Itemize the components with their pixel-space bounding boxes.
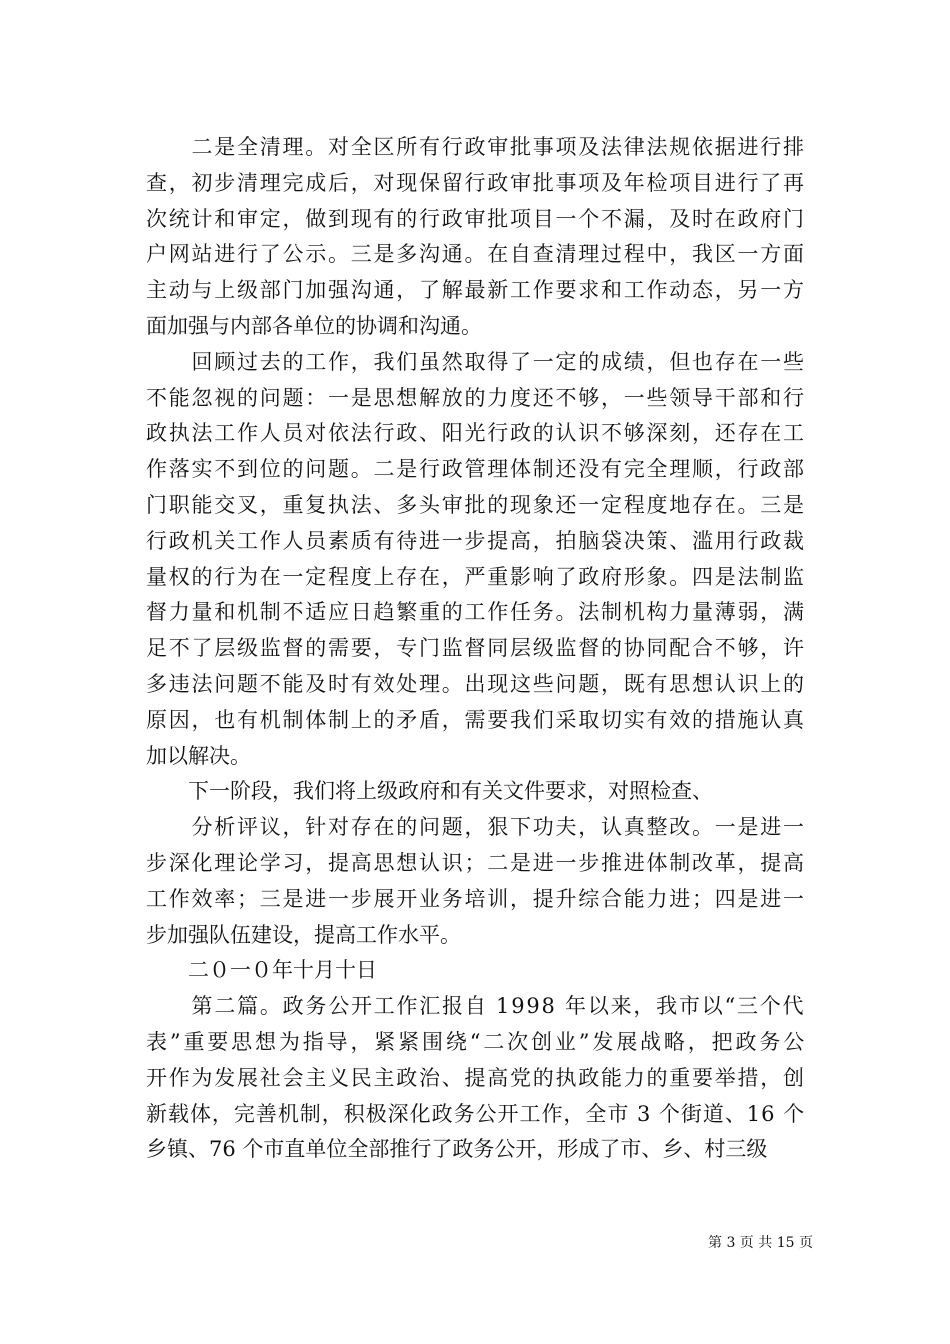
text-line: 二是全清理。对全区所有行政审批事项及法律法规依据进行排: [146, 135, 806, 159]
text-line: 第二篇。政务公开工作汇报自 1998 年以来，我市以“三个代: [146, 994, 806, 1019]
text-line: 行政机关工作人员素质有待进一步提高，拍脑袋决策、滥用行政裁: [146, 528, 806, 553]
text-line: 下一阶段，我们将上级政府和有关文件要求，对照检查、: [146, 779, 713, 804]
text-line: 新载体，完善机制，积极深化政务公开工作，全市 3 个街道、16 个: [146, 1101, 806, 1126]
text-line: 量权的行为在一定程度上存在，严重影响了政府形象。四是法制监: [146, 564, 806, 589]
text-line: 户网站进行了公示。三是多沟通。在自查清理过程中，我区一方面: [146, 242, 806, 267]
text-line: 二０一０年十月十日: [146, 958, 377, 983]
text-line: 步加强队伍建设，提高工作水平。: [146, 922, 461, 947]
text-line: 不能忽视的问题：一是思想解放的力度还不够，一些领导干部和行: [146, 385, 806, 410]
text-line: 政执法工作人员对依法行政、阳光行政的认识不够深刻，还存在工: [146, 421, 806, 446]
text-line: 步深化理论学习，提高思想认识；二是进一步推进体制改革，提高: [146, 851, 806, 875]
text-line: 原因，也有机制体制上的矛盾，需要我们采取切实有效的措施认真: [146, 707, 806, 732]
text-line: 门职能交叉，重复执法、多头审批的现象还一定程度地存在。三是: [146, 493, 806, 517]
text-line: 加以解决。: [146, 743, 251, 768]
text-line: 作落实不到位的问题。二是行政管理体制还没有完全理顺，行政部: [146, 457, 806, 482]
page-number: 第 3 页 共 15 页: [708, 1235, 813, 1251]
text-line: 工作效率；三是进一步展开业务培训，提升综合能力进；四是进一: [146, 886, 806, 911]
text-line: 表”重要思想为指导，紧紧围绕“二次创业”发展战略，把政务公: [146, 1030, 808, 1054]
text-line: 督力量和机制不适应日趋繁重的工作任务。法制机构力量薄弱，满: [146, 600, 806, 625]
text-line: 主动与上级部门加强沟通，了解最新工作要求和工作动态，另一方: [146, 278, 806, 303]
text-line: 查，初步清理完成后，对现保留行政审批事项及年检项目进行了再: [146, 170, 806, 195]
text-line: 开作为发展社会主义民主政治、提高党的执政能力的重要举措，创: [146, 1065, 806, 1090]
text-line: 分析评议，针对存在的问题，狠下功夫，认真整改。一是进一: [146, 815, 806, 840]
text-line: 面加强与内部各单位的协调和沟通。: [146, 314, 482, 338]
text-line: 次统计和审定，做到现有的行政审批项目一个不漏，及时在政府门: [146, 206, 806, 231]
text-line: 回顾过去的工作，我们虽然取得了一定的成绩，但也存在一些: [146, 349, 806, 374]
text-line: 足不了层级监督的需要，专门监督同层级监督的协同配合不够，许: [146, 636, 806, 661]
text-line: 乡镇、76 个市直单位全部推行了政务公开，形成了市、乡、村三级: [146, 1137, 768, 1162]
text-line: 多违法问题不能及时有效处理。出现这些问题，既有思想认识上的: [146, 672, 806, 696]
